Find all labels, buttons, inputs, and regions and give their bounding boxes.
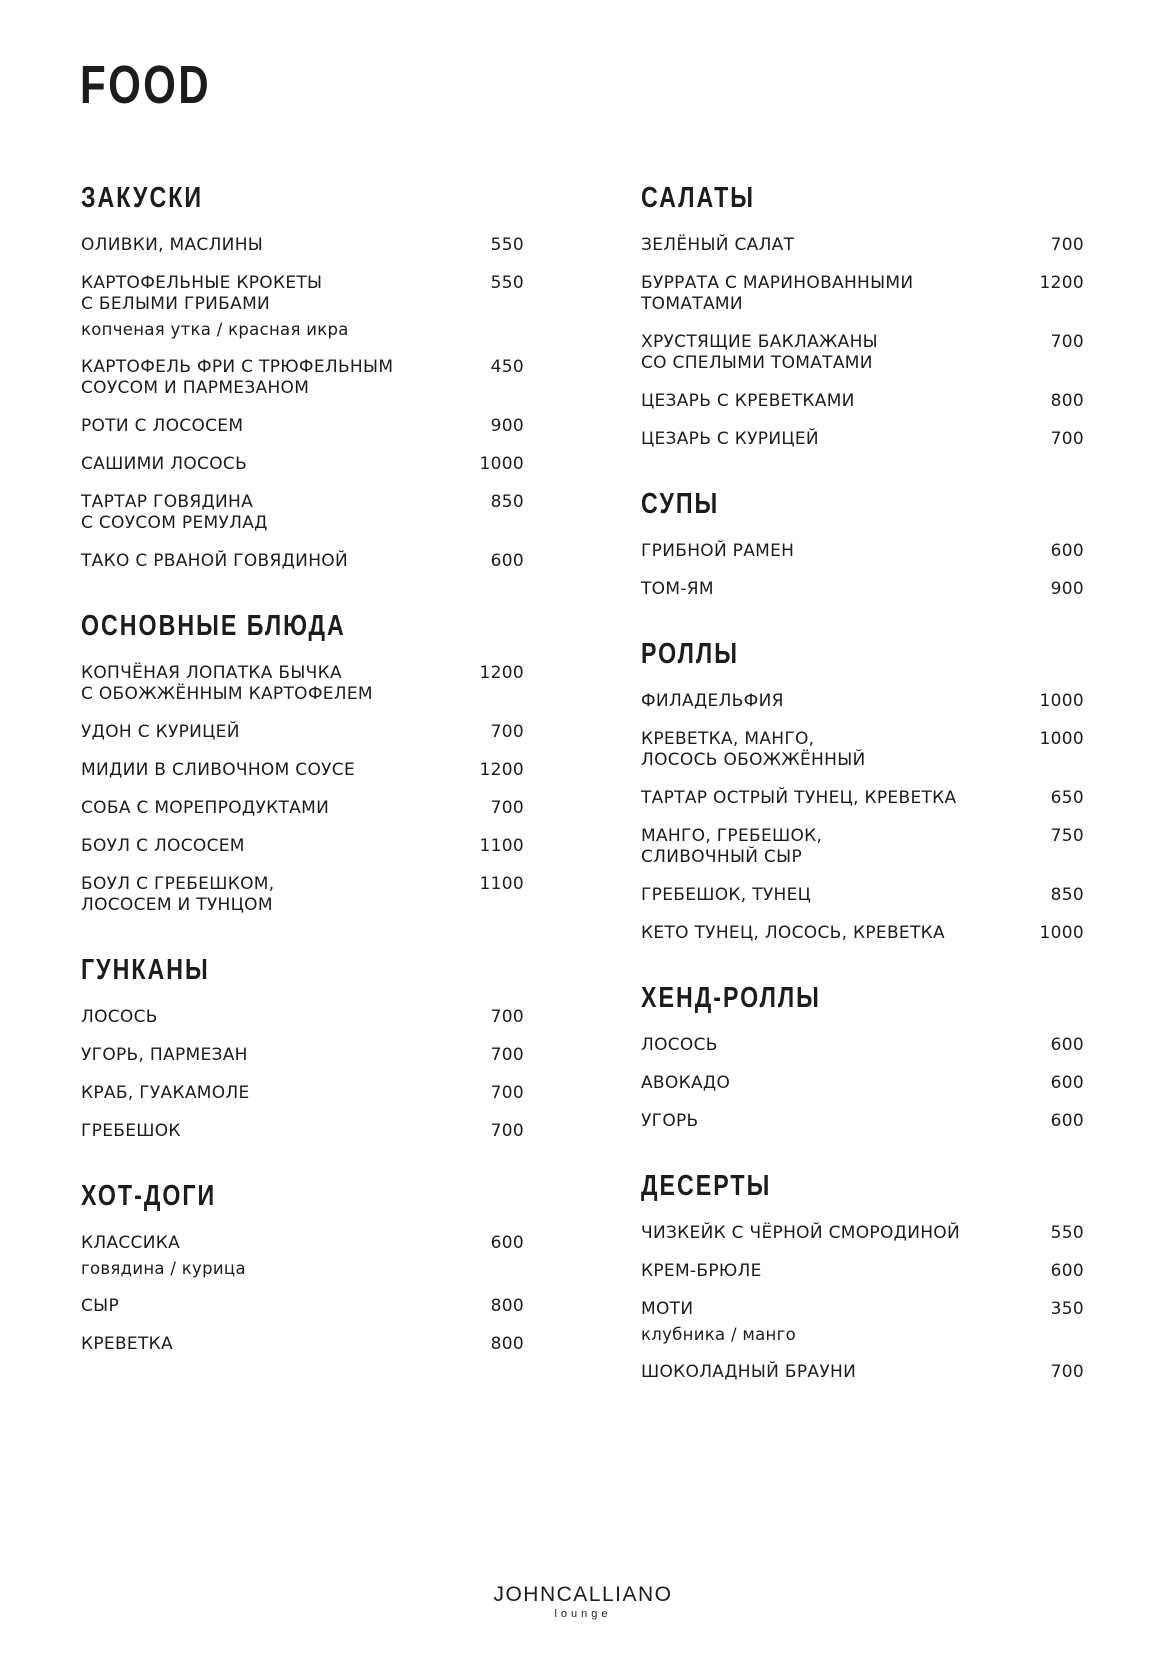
menu-item-name: ЦЕЗАРЬ С КУРИЦЕЙ [641, 429, 819, 449]
menu-section [641, 1172, 1084, 1383]
menu-item-price: 450 [490, 357, 524, 377]
menu-item-name: СОБА С МОРЕПРОДУКТАМИ [81, 798, 330, 818]
menu-item [641, 1111, 1084, 1132]
menu-item-text [641, 729, 866, 771]
menu-item-text [641, 826, 822, 868]
menu-item-price: 900 [1050, 579, 1084, 599]
menu-section [641, 490, 1084, 600]
menu-item-text [641, 885, 811, 906]
menu-item-price: 700 [490, 1121, 524, 1141]
menu-item-name: МАНГО, ГРЕБЕШОК, СЛИВОЧНЫЙ СЫР [641, 826, 823, 867]
menu-item-price: 1100 [479, 874, 524, 894]
menu-item [641, 826, 1084, 868]
menu-item-price: 1000 [479, 454, 524, 474]
menu-item [641, 1362, 1084, 1383]
menu-item-price: 700 [490, 722, 524, 742]
menu-item-text [641, 429, 819, 450]
menu-section [81, 1182, 524, 1355]
menu-item-name: ХРУСТЯЩИЕ БАКЛАЖАНЫ СО СПЕЛЫМИ ТОМАТАМИ [641, 332, 878, 373]
menu-item-name: ГРЕБЕШОК [81, 1121, 181, 1141]
menu-item-name: КРЕВЕТКА, МАНГО, ЛОСОСЬ ОБОЖЖЁННЫЙ [641, 729, 866, 770]
menu-item-name: ЗЕЛЁНЫЙ САЛАТ [641, 235, 795, 255]
menu-item [81, 798, 524, 819]
menu-item-price: 800 [490, 1334, 524, 1354]
menu-item-name: ЛОСОСЬ [641, 1035, 718, 1055]
menu-item [641, 541, 1084, 562]
menu-item-name: ГРИБНОЙ РАМЕН [641, 541, 795, 561]
menu-item-price: 600 [1050, 1035, 1084, 1055]
menu-item-name: ГРЕБЕШОК, ТУНЕЦ [641, 885, 812, 905]
menu-item [81, 273, 524, 340]
menu-item [81, 1334, 524, 1355]
menu-item-name: ОЛИВКИ, МАСЛИНЫ [81, 235, 264, 255]
menu-item-text [81, 874, 274, 916]
menu-item-text [641, 1362, 856, 1383]
menu-item-name: ЛОСОСЬ [81, 1007, 158, 1027]
menu-item-price: 550 [490, 235, 524, 255]
menu-section [81, 612, 524, 916]
section-title: ОСНОВНЫЕ БЛЮДА [81, 610, 346, 642]
menu-item-text [81, 1083, 250, 1104]
menu-item-price: 700 [490, 1083, 524, 1103]
menu-item-name: КЛАССИКА [81, 1233, 181, 1253]
menu-item-name: МИДИИ В СЛИВОЧНОМ СОУСЕ [81, 760, 355, 780]
menu-item-price: 800 [490, 1296, 524, 1316]
section-title: ХОТ-ДОГИ [81, 1180, 217, 1212]
menu-item-name: ШОКОЛАДНЫЙ БРАУНИ [641, 1362, 857, 1382]
menu-item [81, 416, 524, 437]
menu-item [641, 235, 1084, 256]
menu-section [81, 184, 524, 572]
menu-item-text [641, 235, 794, 256]
menu-item-price: 700 [1050, 235, 1084, 255]
menu-item [81, 1121, 524, 1142]
menu-item [641, 1035, 1084, 1056]
menu-item [81, 1045, 524, 1066]
menu-item-text [641, 1111, 699, 1132]
menu-item [641, 391, 1084, 412]
menu-item-name: БОУЛ С ЛОСОСЕМ [81, 836, 245, 856]
menu-item [81, 454, 524, 475]
menu-item [641, 429, 1084, 450]
menu-item-name: КАРТОФЕЛЬНЫЕ КРОКЕТЫ С БЕЛЫМИ ГРИБАМИ [81, 273, 323, 314]
menu-item-text [81, 235, 263, 256]
menu-item-name: КРЕВЕТКА [81, 1334, 173, 1354]
menu-item-name: ЦЕЗАРЬ С КРЕВЕТКАМИ [641, 391, 855, 411]
menu-item-price: 800 [1050, 391, 1084, 411]
menu-item [81, 663, 524, 705]
section-title: ДЕСЕРТЫ [641, 1170, 772, 1202]
menu-item-text [641, 691, 784, 712]
menu-item-price: 600 [490, 551, 524, 571]
menu-item-text [641, 788, 956, 809]
menu-item [641, 788, 1084, 809]
menu-item-price: 600 [490, 1233, 524, 1253]
menu-item-price: 1200 [479, 663, 524, 683]
menu-item-name: КАРТОФЕЛЬ ФРИ С ТРЮФЕЛЬНЫМ СОУСОМ И ПАРМЕЗАНОМ [81, 357, 394, 398]
menu-item-price: 600 [1050, 1073, 1084, 1093]
section-title: ГУНКАНЫ [81, 954, 210, 986]
menu-item-price: 550 [1050, 1223, 1084, 1243]
menu-item-name: КЕТО ТУНЕЦ, ЛОСОСЬ, КРЕВЕТКА [641, 923, 945, 943]
menu-column-left [81, 184, 524, 1395]
section-title: ХЕНД-РОЛЛЫ [641, 982, 821, 1014]
menu-section [81, 956, 524, 1142]
menu-item-price: 600 [1050, 541, 1084, 561]
menu-item-text [81, 357, 393, 399]
menu-item-text [81, 1007, 158, 1028]
menu-item-price: 700 [490, 1045, 524, 1065]
section-title: РОЛЛЫ [641, 638, 739, 670]
menu-item [81, 760, 524, 781]
menu-item [641, 273, 1084, 315]
menu-section [641, 184, 1084, 450]
menu-item-text [641, 1261, 762, 1282]
menu-item [81, 1083, 524, 1104]
menu-item [641, 1223, 1084, 1244]
menu-item-name: УДОН С КУРИЦЕЙ [81, 722, 240, 742]
brand-logo-sub: lounge [554, 1608, 612, 1620]
section-title: САЛАТЫ [641, 182, 755, 214]
menu-item-text [81, 1121, 181, 1142]
menu-item-name: САШИМИ ЛОСОСЬ [81, 454, 248, 474]
menu-item-price: 550 [490, 273, 524, 293]
menu-item-price: 700 [490, 798, 524, 818]
menu-item-name: ТАКО С РВАНОЙ ГОВЯДИНОЙ [81, 551, 348, 571]
section-title: СУПЫ [641, 488, 720, 520]
menu-item-note: копченая утка / красная икра [81, 320, 349, 339]
menu-item-text [641, 1073, 730, 1094]
menu-item [81, 836, 524, 857]
page-title: FOOD [80, 55, 212, 115]
menu-item-name: БУРРАТА С МАРИНОВАННЫМИ ТОМАТАМИ [641, 273, 914, 314]
menu-item-name: ТОМ-ЯМ [641, 579, 714, 599]
menu-item [81, 235, 524, 256]
menu-item-name: РОТИ С ЛОСОСЕМ [81, 416, 244, 436]
menu-item-price: 750 [1050, 826, 1084, 846]
menu-item [81, 874, 524, 916]
menu-item-price: 700 [490, 1007, 524, 1027]
menu-item-price: 1200 [1039, 273, 1084, 293]
menu-item-text [641, 1035, 718, 1056]
menu-item [81, 1007, 524, 1028]
menu-item-name: ТАРТАР ОСТРЫЙ ТУНЕЦ, КРЕВЕТКА [641, 788, 957, 808]
menu-column-right [641, 184, 1084, 1423]
menu-item [641, 691, 1084, 712]
menu-item-name: КРАБ, ГУАКАМОЛЕ [81, 1083, 250, 1103]
menu-item-text [81, 798, 329, 819]
menu-item-price: 600 [1050, 1261, 1084, 1281]
menu-item-text [641, 1223, 960, 1244]
menu-item [641, 1261, 1084, 1282]
menu-item-text [81, 1296, 119, 1317]
menu-item [81, 492, 524, 534]
menu-item-price: 1000 [1039, 729, 1084, 749]
menu-item [81, 1233, 524, 1279]
menu-item [641, 923, 1084, 944]
menu-item-note: говядина / курица [81, 1259, 246, 1278]
menu-item-text [641, 579, 714, 600]
menu-item-name: КРЕМ-БРЮЛЕ [641, 1261, 762, 1281]
menu-item-price: 1000 [1039, 691, 1084, 711]
menu-item-price: 900 [490, 416, 524, 436]
menu-item-price: 1200 [479, 760, 524, 780]
menu-item-price: 1000 [1039, 923, 1084, 943]
menu-item-name: ФИЛАДЕЛЬФИЯ [641, 691, 784, 711]
menu-item-price: 650 [1050, 788, 1084, 808]
menu-item [641, 729, 1084, 771]
menu-item-price: 600 [1050, 1111, 1084, 1131]
menu-item-text [641, 391, 855, 412]
menu-item [81, 722, 524, 743]
menu-item-text [81, 1233, 246, 1279]
menu-item-text [81, 1045, 248, 1066]
menu-item [641, 1299, 1084, 1345]
menu-item-name: УГОРЬ [641, 1111, 699, 1131]
menu-section [641, 640, 1084, 944]
menu-item-price: 850 [490, 492, 524, 512]
menu-item-text [641, 1299, 796, 1345]
menu-item-text [641, 541, 794, 562]
menu-item [641, 579, 1084, 600]
menu-item-text [81, 836, 245, 857]
menu-item-name: УГОРЬ, ПАРМЕЗАН [81, 1045, 248, 1065]
section-title: ЗАКУСКИ [81, 182, 204, 214]
menu-item-name: ЧИЗКЕЙК С ЧЁРНОЙ СМОРОДИНОЙ [641, 1223, 961, 1243]
menu-item-text [641, 332, 878, 374]
menu-item [641, 332, 1084, 374]
menu-item-name: АВОКАДО [641, 1073, 731, 1093]
menu-item-price: 850 [1050, 885, 1084, 905]
menu-section [641, 984, 1084, 1132]
menu-item-name: ТАРТАР ГОВЯДИНА С СОУСОМ РЕМУЛАД [81, 492, 268, 533]
menu-item-text [81, 551, 348, 572]
menu-item-text [81, 760, 355, 781]
menu-item-text [81, 722, 240, 743]
menu-item-price: 700 [1050, 1362, 1084, 1382]
menu-item-text [81, 416, 243, 437]
menu-item-name: БОУЛ С ГРЕБЕШКОМ, ЛОСОСЕМ И ТУНЦОМ [81, 874, 275, 915]
menu-item [81, 551, 524, 572]
menu-item [641, 885, 1084, 906]
menu-item-name: КОПЧЁНАЯ ЛОПАТКА БЫЧКА С ОБОЖЖЁННЫМ КАРТОФЕЛЕМ [81, 663, 373, 704]
menu-item-name: МОТИ [641, 1299, 694, 1319]
menu-item-price: 700 [1050, 429, 1084, 449]
menu-item-text [81, 454, 247, 475]
menu-item-text [81, 492, 268, 534]
menu-item-text [641, 923, 945, 944]
menu-item-price: 350 [1050, 1299, 1084, 1319]
menu-item-price: 1100 [479, 836, 524, 856]
menu-item [81, 1296, 524, 1317]
menu-item [81, 357, 524, 399]
menu-item-text [81, 663, 373, 705]
menu-item-price: 700 [1050, 332, 1084, 352]
brand-logo-name: JOHNCALLIANO [493, 1583, 673, 1606]
brand-logo [0, 1584, 1166, 1620]
menu-item-text [81, 273, 349, 340]
menu-item-name: СЫР [81, 1296, 120, 1316]
menu-item [641, 1073, 1084, 1094]
menu-item-text [81, 1334, 173, 1355]
menu-item-text [641, 273, 913, 315]
menu-item-note: клубника / манго [641, 1325, 796, 1344]
